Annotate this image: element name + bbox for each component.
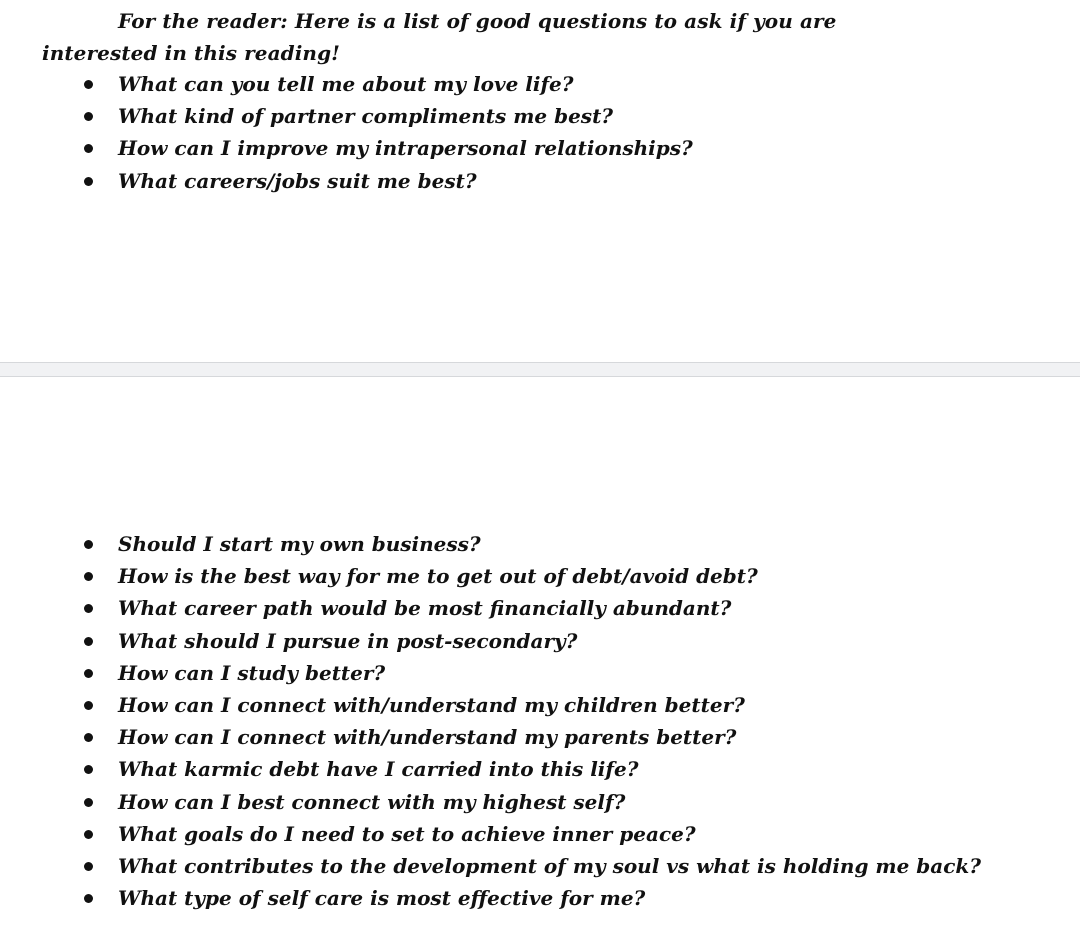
bullet-icon [84,144,93,153]
question-text: What contributes to the development of my soul vs what is holding me back? [118,853,981,878]
list-item [0,68,1000,100]
list-item [0,818,1000,850]
list-item [0,560,1000,592]
list-item [0,625,1000,657]
question-text: What kind of partner compliments me best? [118,104,614,129]
bullet-icon [84,701,93,710]
bullet-icon [84,894,93,903]
list-item [0,100,1000,132]
bullet-icon [84,572,93,581]
list-item [0,689,1000,721]
document-page-1 [0,0,1080,362]
bullet-icon [84,733,93,742]
question-text: What karmic debt have I carried into this life? [118,757,639,782]
bullet-icon [84,637,93,646]
bullet-icon [84,540,93,549]
list-item [0,657,1000,689]
list-item [0,850,1000,882]
question-list-page-2 [0,528,1000,914]
question-text: How is the best way for me to get out of debt/avoid debt? [118,564,758,589]
list-item [0,721,1000,753]
question-text: What should I pursue in post-secondary? [118,628,578,653]
bullet-icon [84,798,93,807]
bullet-icon [84,112,93,121]
bullet-icon [84,862,93,871]
page-break-divider [0,362,1080,377]
list-item [0,786,1000,818]
question-list-page-1 [0,68,1000,197]
question-text: What can you tell me about my love life? [118,72,574,96]
question-text: How can I improve my intrapersonal relationships? [118,136,693,161]
question-text: What career path would be most financially abundant? [118,596,732,621]
question-text: What type of self care is most effective for me? [118,886,646,911]
question-text: How can I connect with/understand my children better? [118,692,745,717]
question-text: What goals do I need to set to achieve inner peace? [118,821,696,846]
intro-paragraph: For the reader: Here is a list of good questions to ask if you are interested in this reading! [42,9,837,65]
list-item [0,882,1000,914]
bullet-icon [84,830,93,839]
bullet-icon [84,765,93,774]
list-item [0,753,1000,785]
question-text: What careers/jobs suit me best? [118,168,477,193]
bullet-icon [84,604,93,613]
bullet-icon [84,80,93,89]
question-text: How can I connect with/understand my parents better? [118,725,737,750]
question-text: How can I best connect with my highest self? [118,789,626,814]
list-item [0,592,1000,624]
list-item [0,165,1000,197]
question-text: How can I study better? [118,660,386,685]
list-item [0,132,1000,164]
bullet-icon [84,177,93,186]
list-item [0,528,1000,560]
question-text: Should I start my own business? [118,532,481,556]
bullet-icon [84,669,93,678]
